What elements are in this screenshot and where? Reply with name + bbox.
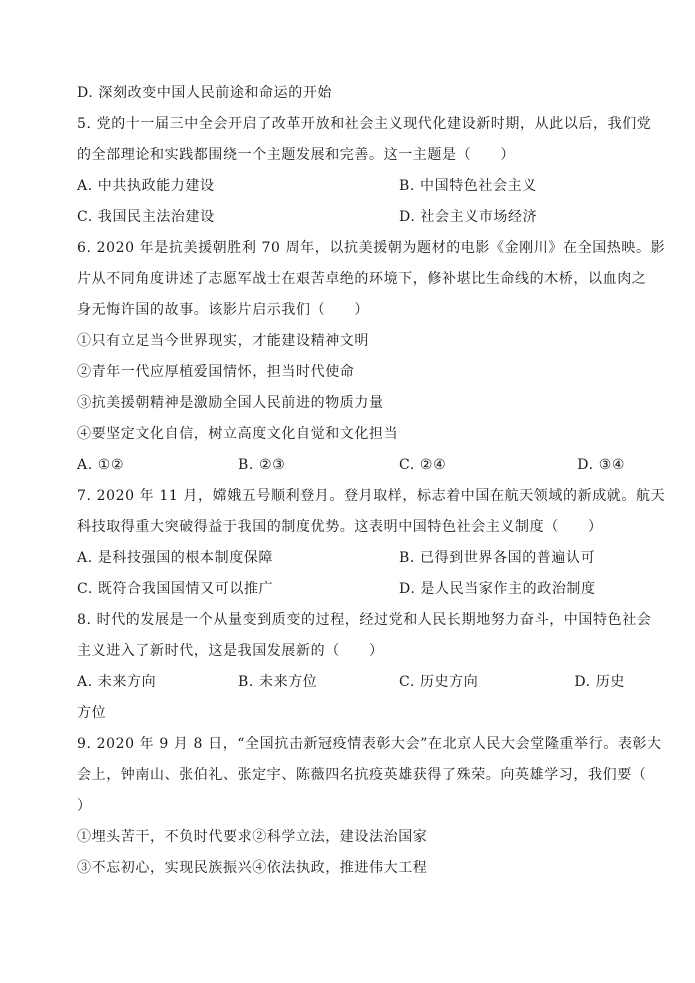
q6-option-c: C. ②④ xyxy=(399,457,447,473)
q8-option-c: C. 历史方向 xyxy=(399,674,479,690)
q8-stem-line-2: 主义进入了新时代，这是我国发展新的（ ） xyxy=(77,643,384,659)
q7-options-row-2 xyxy=(77,574,625,605)
q9-stem-line-1: 9. 2020 年 9 月 8 日，“全国抗击新冠疫情表彰大会”在北京人民大会堂隆重举行。表彰大 xyxy=(77,736,662,752)
q7-stem-line-2: 科技取得重大突破得益于我国的制度优势。这表明中国特色社会主义制度（ ） xyxy=(77,519,603,535)
q5-option-a: A. 中共执政能力建设 xyxy=(77,178,215,194)
q6-statement-1: ①只有立足当今世界现实，才能建设精神文明 xyxy=(77,333,369,349)
q8-option-d: D. 历史 xyxy=(574,674,625,690)
q7-option-b: B. 已得到世界各国的普遍认可 xyxy=(399,550,596,566)
q7-option-c: C. 既符合我国国情又可以推广 xyxy=(77,581,274,597)
q6-options-row xyxy=(77,450,625,481)
q5-option-d: D. 社会主义市场经济 xyxy=(399,209,538,225)
q8-option-d-continued: 方位 xyxy=(77,705,107,721)
q4-option-d: D. 深刻改变中国人民前途和命运的开始 xyxy=(77,85,333,101)
q6-option-a: A. ①② xyxy=(77,457,125,473)
q9-stem-line-3: ） xyxy=(77,798,92,814)
q6-statement-3: ③抗美援朝精神是激励全国人民前进的物质力量 xyxy=(77,395,384,411)
q5-stem-line-2: 的全部理论和实践都围绕一个主题发展和完善。这一主题是（ ） xyxy=(77,147,515,163)
q6-stem-line-3: 身无悔许国的故事。该影片启示我们（ ） xyxy=(77,302,369,318)
q9-stem-line-2: 会上，钟南山、张伯礼、张定宇、陈薇四名抗疫英雄获得了殊荣。向英雄学习，我们要（ xyxy=(77,767,647,783)
q8-stem-line-1: 8. 时代的发展是一个从量变到质变的过程，经过党和人民长期地努力奋斗，中国特色社会 xyxy=(77,612,652,628)
q6-option-d: D. ③④ xyxy=(577,457,625,473)
q8-options-row xyxy=(77,667,625,698)
q8-option-b: B. 未来方位 xyxy=(238,674,318,690)
q5-options-row-1 xyxy=(77,171,625,202)
q6-statement-2: ②青年一代应厚植爱国情怀，担当时代使命 xyxy=(77,364,355,380)
q8-option-a: A. 未来方向 xyxy=(77,674,157,690)
q6-option-b: B. ②③ xyxy=(238,457,286,473)
q5-option-c: C. 我国民主法治建设 xyxy=(77,209,215,225)
q6-stem-line-2: 片从不同角度讲述了志愿军战士在艰苦卓绝的环境下，修补堪比生命线的木桥，以血肉之 xyxy=(77,271,647,287)
q5-stem-line-1: 5. 党的十一届三中全会开启了改革开放和社会主义现代化建设新时期，从此以后，我们党 xyxy=(77,116,652,132)
q6-statement-4: ④要坚定文化自信，树立高度文化自觉和文化担当 xyxy=(77,426,399,442)
q9-statements-3-4: ③不忘初心，实现民族振兴④依法执政，推进伟大工程 xyxy=(77,860,428,876)
q9-statements-1-2: ①埋头苦干，不负时代要求②科学立法，建设法治国家 xyxy=(77,829,428,845)
q7-stem-line-1: 7. 2020 年 11 月，嫦娥五号顺利登月。登月取样，标志着中国在航天领域的新成就。航天 xyxy=(77,488,666,504)
q7-option-d: D. 是人民当家作主的政治制度 xyxy=(399,581,596,597)
q7-options-row-1 xyxy=(77,543,625,574)
q6-stem-line-1: 6. 2020 年是抗美援朝胜利 70 周年，以抗美援朝为题材的电影《金刚川》在全国热映。影 xyxy=(77,240,666,256)
q5-option-b: B. 中国特色社会主义 xyxy=(399,178,537,194)
q5-options-row-2 xyxy=(77,202,625,233)
q7-option-a: A. 是科技强国的根本制度保障 xyxy=(77,550,274,566)
